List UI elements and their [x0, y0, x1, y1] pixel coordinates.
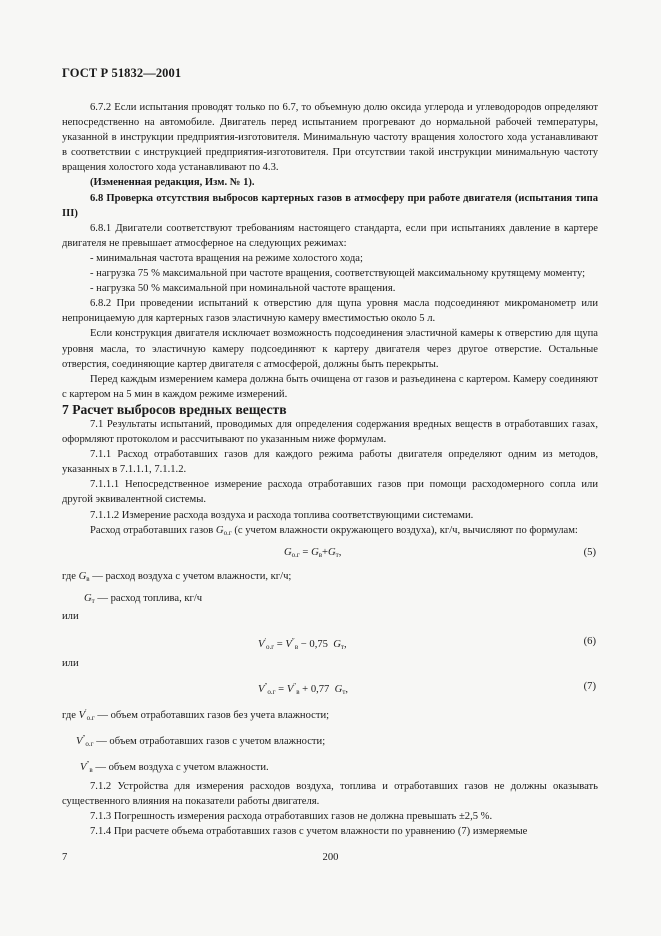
section-7-title: 7 Расчет выбросов вредных веществ	[62, 401, 287, 417]
where-gt: $G_т$ — расход топлива, кг/ч	[84, 592, 203, 605]
where-vv: $V''_в$ — объем воздуха с учетом влажности.	[80, 759, 269, 774]
paragraph-6-8-2-c: Перед каждым измерением камера должна быть очищена от газов и разъединена с картером. Камеру соединяют с картером на 5 мин в каждом режиме измерений.	[62, 373, 598, 400]
bullet-idle: - минимальная частота вращения на режиме холостого хода;	[90, 252, 363, 264]
formula-5: $G_{о.г} = G_в+G_т$, (5)	[284, 546, 596, 559]
paragraph-7-1-1-2: 7.1.1.2 Измерение расхода воздуха и расхода топлива соответствующими системами.	[90, 509, 474, 521]
paragraph-7-1-1: 7.1.1 Расход отработавших газов для каждого режима работы двигателя определяют одним из методов, указанных в 7.1.1.1, 7.1.1.2.	[62, 449, 598, 476]
paragraph-6-8-2: 6.8.2 При проведении испытаний к отверстию для щупа уровня масла подсоединяют микроманометр или непроницаемую для картерных газов эластичную камеру вместимостью около 5 л.	[62, 298, 598, 325]
paragraph-7-1-4: 7.1.4 При расчете объема отработавших газов с учетом влажности по уравнению (7) измеряемые	[90, 826, 528, 838]
paragraph-7-1-1-1: 7.1.1.1 Непосредственное измерение расхода отработавших газов при помощи расходомерного сопла или другой эквивалентной системы.	[62, 479, 598, 506]
formula-6: $V'_{о.г} = V''_в - 0,75$ $G_т$, (6)	[258, 635, 596, 651]
paragraph-6-7-2: 6.7.2 Если испытания проводят только по 6.7, то объемную долю оксида углерода и углеводородов определяют непосредственно на автомобиле. Двигатель перед испытанием прогревают до нормальной рабочей температуры, указанной в инструкции предприятия-изготовителя. Минимальную частоту вращения холостого хода устанавливают в соответствии с инструкцией предприятия-изготовителя. При отсутствии такой инструкции минимальную частоту вращения холостого хода устанавливают по 4.3.	[62, 102, 598, 174]
paragraph-7-1: 7.1 Результаты испытаний, проводимых для определения содержания вредных веществ в отработавших газах, оформляют протоколом и рассчитывают по указанным ниже формулам.	[62, 418, 598, 446]
bullet-load-75: - нагрузка 75 % максимальной при частоте вращения, соответствующей максимальному крутящему моменту;	[90, 268, 586, 280]
where-vo-dry: где $V'_{о.г}$ — объем отработавших газов без учета влажности;	[62, 707, 330, 722]
paragraph-7-1-3: 7.1.3 Погрешность измерения расхода отработавших газов не должна превышать ±2,5 %.	[90, 811, 493, 823]
page-number-left: 7	[62, 852, 68, 863]
paragraph-exhaust-flow: Расход отработавших газов $G_{о.г}$ (с учетом влажности окружающего воздуха), кг/ч, вычисляют по формулам:	[90, 524, 578, 537]
edit-note: (Измененная редакция, Изм. № 1).	[90, 177, 255, 189]
document-body	[62, 100, 598, 839]
paragraph-7-1-2: 7.1.2 Устройства для измерения расходов воздуха, топлива и отработавших газов не должны оказывать существенного влияния на показатели работы двигателя.	[62, 780, 598, 807]
heading-6-8: 6.8 Проверка отсутствия выбросов картерных газов в атмосферу при работе двигателя (испытания типа III)	[62, 192, 598, 219]
paragraph-6-8-1: 6.8.1 Двигатели соответствуют требованиям настоящего стандарта, если при испытаниях давление в картере двигателя не превышает атмосферное на следующих режимах:	[62, 222, 598, 249]
where-vo-wet: $V''_{о.г}$ — объем отработавших газов с учетом влажности;	[76, 733, 326, 748]
document-header: ГОСТ Р 51832—2001	[62, 66, 182, 80]
or-1: или	[62, 610, 79, 622]
bullet-load-50: - нагрузка 50 % максимальной при номинальной частоте вращения.	[90, 283, 396, 295]
formula-7: $V''_{о.г} = V''_в + 0,77$ $G_т$, (7)	[258, 680, 596, 696]
where-gv: где $G_в$ — расход воздуха с учетом влажности, кг/ч;	[62, 570, 292, 583]
page-number-center: 200	[322, 852, 339, 863]
paragraph-6-8-2-b: Если конструкция двигателя исключает возможность подсоединения эластичной камеры к отверстию для щупа уровня масла, то эластичную камеру подсоединяют к картеру двигателя через другое отверстие. Остальные отверстия, соединяющие картер двигателя с атмосферой, должны быть перекрыты.	[62, 328, 598, 370]
or-2: или	[62, 657, 79, 669]
